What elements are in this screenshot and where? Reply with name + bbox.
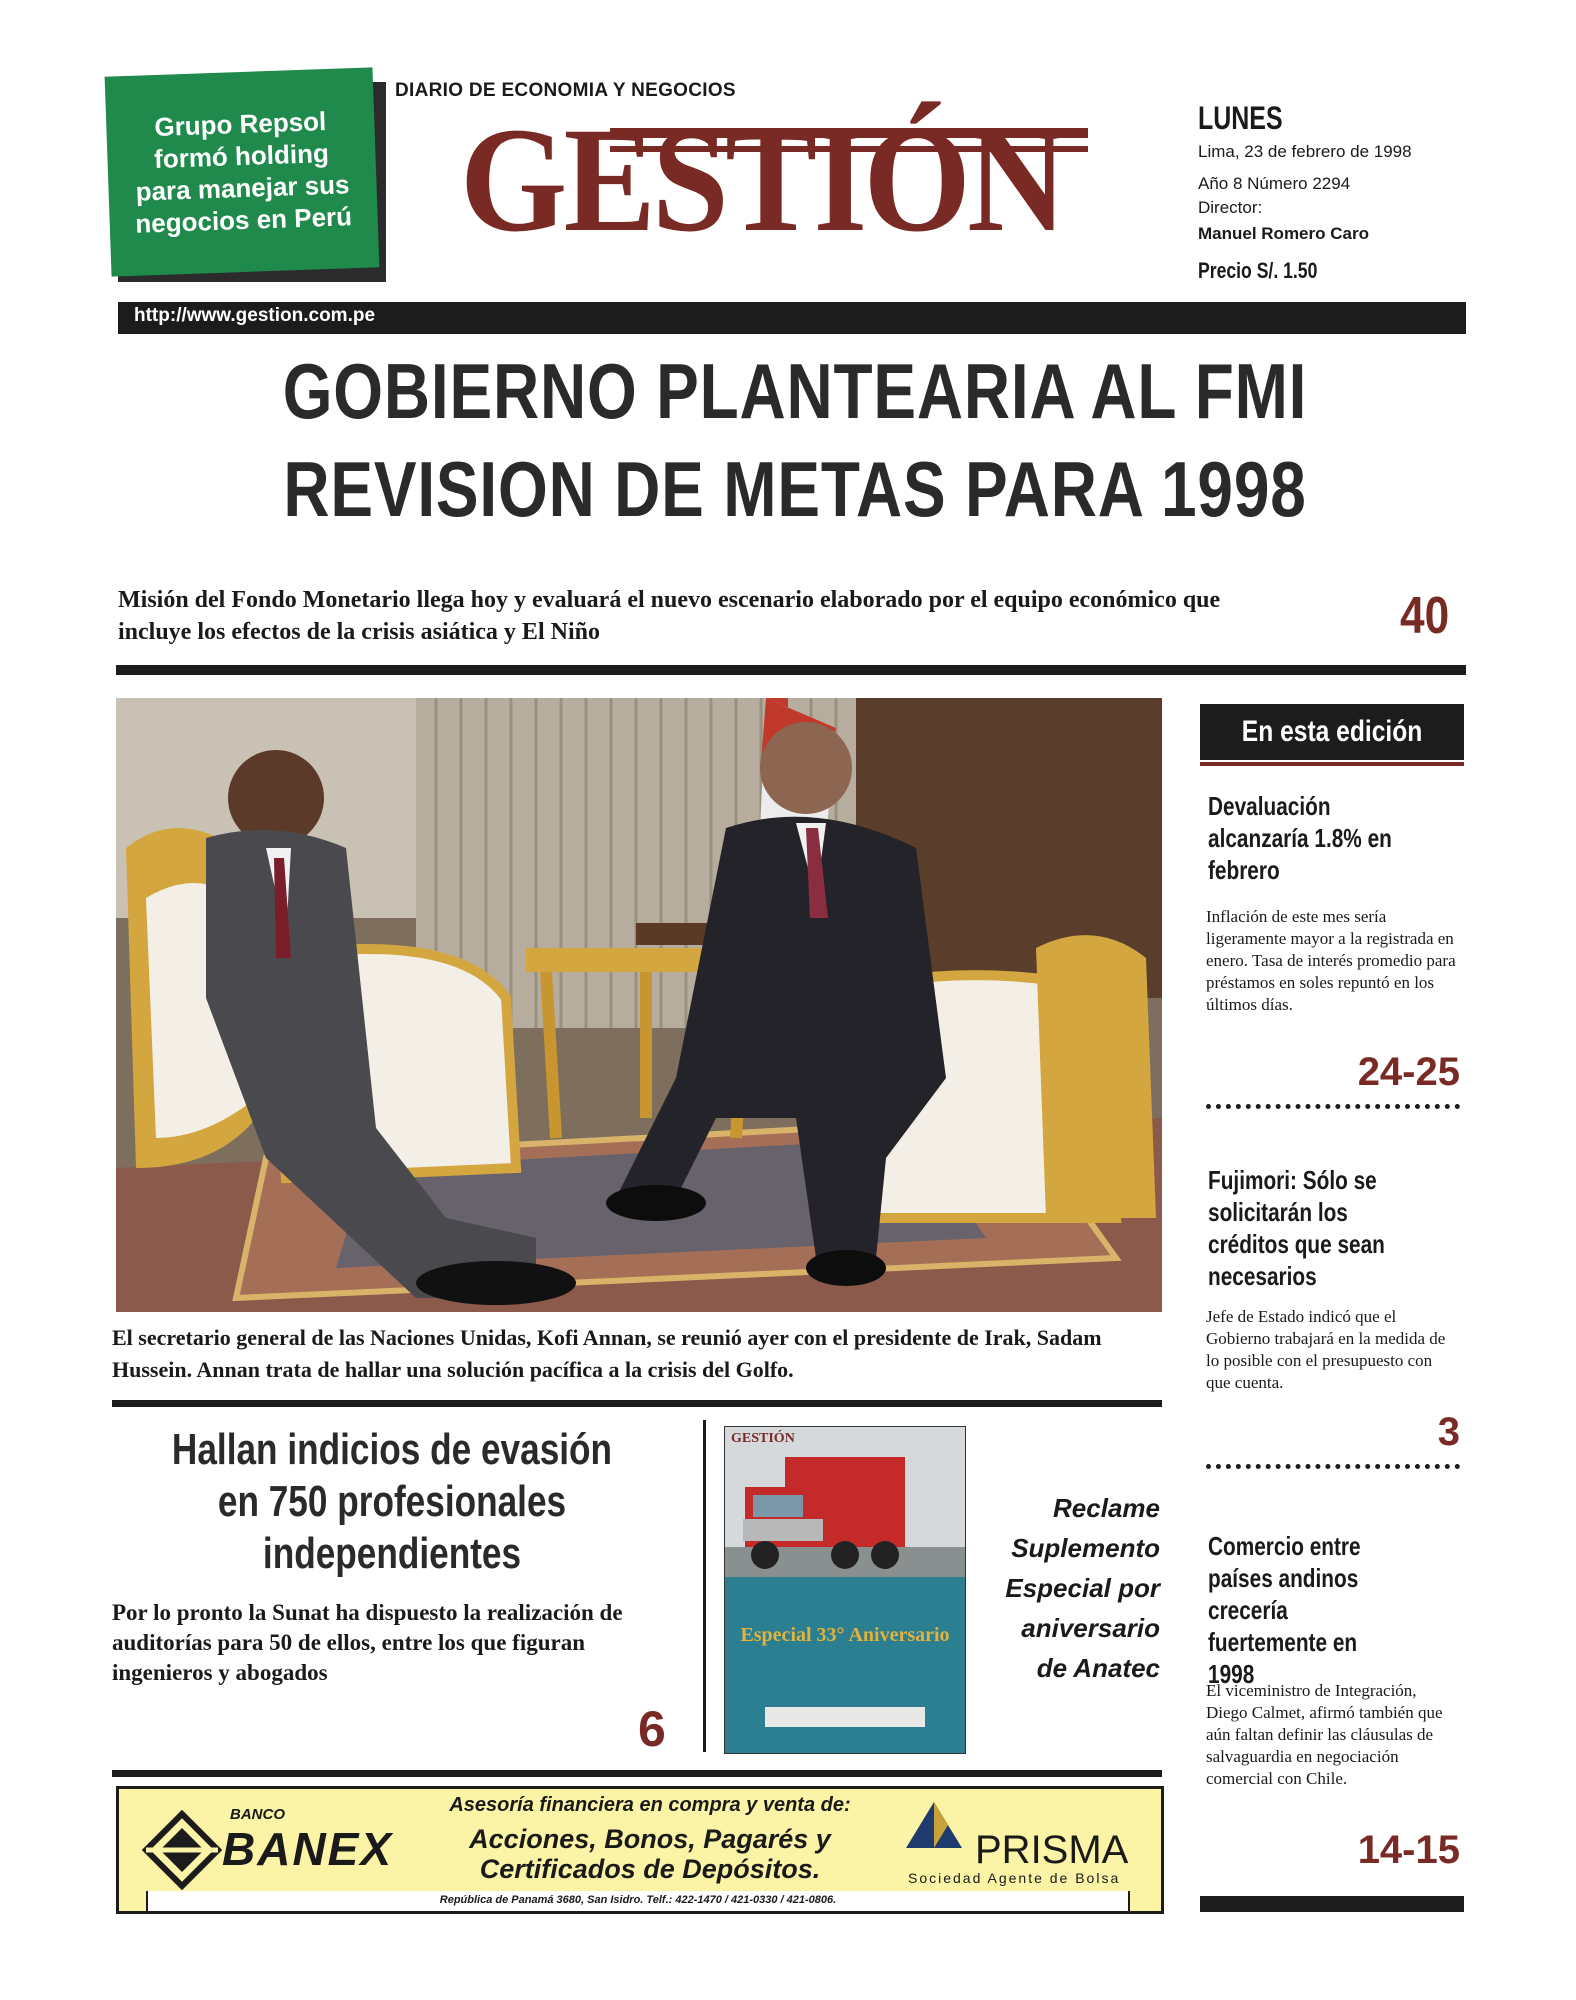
dotted-divider [1206,1104,1460,1109]
director-name: Manuel Romero Caro [1198,224,1369,243]
lead-headline-line1: GOBIERNO PLANTEARIA AL FMI [282,347,1308,435]
sidebar-heading-text: En esta edición [1241,715,1423,748]
ad-line2: Acciones, Bonos, Pagarés y Certificados de Depósitos. [469,1824,831,1884]
sidebar-item-page: 24-25 [1357,1050,1460,1094]
cover-logo: GESTIÓN [731,1431,795,1446]
issue-number: Año 8 Número 2294 [1198,174,1351,193]
lead-headline-line2: REVISION DE METAS PARA 1998 [283,445,1307,533]
truck-illustration [725,1427,965,1753]
promo-text: Grupo Repsol formó holding para manejar sus negocios en Perú [134,106,353,239]
divider [1200,1896,1464,1912]
sidebar-item-body: Inflación de este mes sería ligeramente mayor a la registrada en enero. Tasa de interés promedio para préstamos en soles repuntó en los últimos días. [1206,907,1456,1014]
photo-illustration [116,698,1162,1312]
news-photo [116,698,1162,1312]
lead-page-number: 40 [1400,587,1450,645]
banex-logo-icon [142,1810,222,1890]
ad-footer [146,1891,1130,1913]
sidebar-item-title[interactable]: Fujimori: Sólo se solicitarán los créditos que sean necesarios [1208,1165,1385,1291]
divider [116,665,1466,675]
supplement-cover[interactable] [724,1426,966,1754]
price: Precio S/. 1.50 [1198,258,1318,283]
supplement-promo: Reclame Suplemento Especial por aniversario de Anatec [1005,1493,1160,1683]
ad-banco-label: BANCO [230,1806,285,1823]
story-deck: Por lo pronto la Sunat ha dispuesto la realización de auditorías para 50 de ellos, entre los que figuran ingenieros y abogados [112,1600,623,1685]
divider [112,1400,1162,1407]
issue-date: Lima, 23 de febrero de 1998 [1198,142,1412,161]
prisma-logo-icon [904,1800,964,1850]
lead-subhead: Misión del Fondo Monetario llega hoy y evaluará el nuevo escenario elaborado por el equipo económico que incluye los efectos de la crisis asiática y El Niño [118,587,1221,645]
lead-headline [278,342,1311,538]
newspaper-logo: GESTIÓN [460,97,1064,263]
director-label: Director: [1198,198,1263,217]
sidebar-item-title[interactable]: Devaluación alcanzaría 1.8% en febrero [1208,791,1392,885]
website-link[interactable]: http://www.gestion.com.pe [134,305,376,326]
ad-footer-text: República de Panamá 3680, San Isidro. Telf.: 422-1470 / 421-0330 / 421-0806. [439,1894,837,1906]
sidebar-item-body: Jefe de Estado indicó que el Gobierno trabajará en la medida de lo posible con el presupuesto con que cuenta. [1206,1307,1446,1392]
cover-title: Especial 33° Aniversario [740,1624,950,1646]
ad-prisma-sub: Sociedad Agente de Bolsa [908,1870,1121,1886]
dotted-divider [1206,1464,1460,1469]
story-headline[interactable]: Hallan indicios de evasión en 750 profesionales independientes [171,1425,613,1578]
ad-prisma-label: PRISMA [975,1828,1129,1872]
issue-day: LUNES [1198,100,1283,136]
divider [1200,762,1464,766]
ad-banex-label: BANEX [222,1823,394,1875]
sidebar-item-page: 3 [1437,1410,1460,1454]
promo-box[interactable] [105,67,380,276]
ad-line1: Asesoría financiera en compra y venta de: [449,1794,851,1816]
divider [112,1770,1162,1777]
sidebar-item-page: 14-15 [1357,1828,1460,1872]
sidebar-heading [1200,704,1464,760]
photo-caption: El secretario general de las Naciones Unidas, Kofi Annan, se reunió ayer con el presidente de Irak, Sadam Hussein. Annan trata de hallar una solución pacífica a la crisis del Golfo. [112,1325,1102,1382]
sidebar-item-body: El viceministro de Integración, Diego Calmet, afirmó también que aún faltan definir las cláusulas de salvaguardia en negociación comercial con Chile. [1206,1681,1443,1788]
sidebar-item-title[interactable]: Comercio entre países andinos crecería fuertemente en 1998 [1208,1531,1361,1689]
story-page-number: 6 [638,1701,666,1757]
column-rule [703,1420,706,1752]
tagline: DIARIO DE ECONOMIA Y NEGOCIOS [395,80,736,101]
